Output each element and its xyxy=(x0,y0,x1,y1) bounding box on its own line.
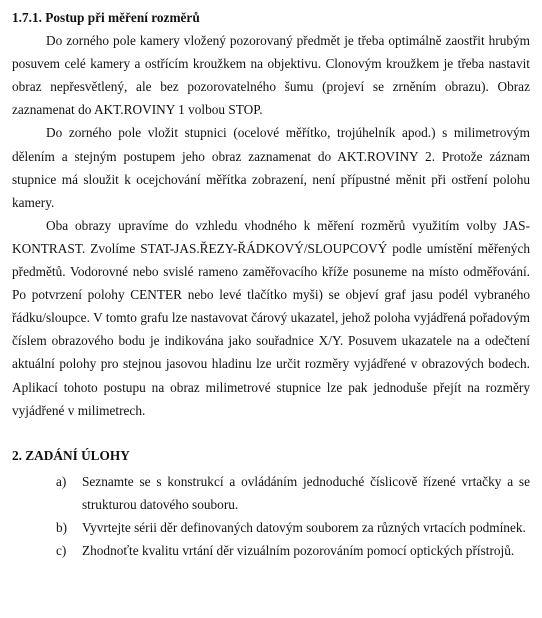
list-item xyxy=(12,516,530,539)
task-list xyxy=(12,470,530,562)
list-item-text-a: Seznamte se s konstrukcí a ovládáním jednoduché číslicově řízené vrtačky a se strukturou datového souboru. xyxy=(82,473,530,512)
list-item xyxy=(12,470,530,516)
section-heading-zadani: 2. ZADÁNÍ ÚLOHY xyxy=(12,447,130,463)
section-heading-postup: 1.7.1. Postup při měření rozměrů xyxy=(12,10,200,25)
section-spacer xyxy=(12,422,530,444)
list-marker-a: a) xyxy=(56,473,67,489)
document-page xyxy=(12,6,530,562)
paragraph-scale: Do zorného pole vložit stupnici (ocelové měřítko, trojúhelník apod.) s milimetrovým dělením a stejným postupem jeho obraz zaznamenat do AKT.ROVINY 2. Protože záznam stupnice má sloužit k ocejchování měřítka zobrazení, není přípustné měnit při ostření polohu kamery. xyxy=(12,125,530,210)
paragraph-focusing: Do zorného pole kamery vložený pozorovaný předmět je třeba optimálně zaostřit hrubým posuvem celé kamery a ostřícím kroužkem na objektivu. Clonovým kroužkem je třeba nastavit obraz nepřesvětlený, ale bez pozorovatelného šumu (projeví se zrněním obrazu). Obraz zaznamenat do AKT.ROVINY 1 volbou STOP. xyxy=(12,33,530,118)
list-item-text-c: Zhodnoťte kvalitu vrtání děr vizuálním pozorováním pomocí optických přístrojů. xyxy=(82,543,515,559)
list-marker-c: c) xyxy=(56,543,67,559)
list-marker-b: b) xyxy=(56,519,68,535)
list-item xyxy=(12,539,530,562)
paragraph-measurement: Oba obrazy upravíme do vzhledu vhodného k měření rozměrů využitím volby JAS-KONTRAST. Zvolíme STAT-JAS.ŘEZY-ŘÁDKOVÝ/SLOUPCOVÝ podle umístění měřených předmětů. Vodorovné nebo svislé rameno zaměřovacího kříže posuneme na místo odměřování. Po potvrzení polohy CENTER nebo levé tlačítko myši) se objeví graf jasu podél vybraného řádku/sloupce. V tomto grafu lze nastavovat čárový ukazatel, jehož poloha vyjádřená pořadovým číslem obrazového bodu je indikována jako souřadnice X/Y. Posuvem ukazatele na a odečtení aktuální polohy pro stejnou jasovou hladinu lze určit rozměry vyjádřené v obrazových bodech. Aplikací tohoto postupu na obraz milimetrové stupnice lze pak jednoduše přejít na rozměry vyjádřené v milimetrech. xyxy=(12,217,530,418)
list-item-text-b: Vyvrtejte sérii děr definovaných datovým souborem za různých vrtacích podmínek. xyxy=(82,519,526,535)
